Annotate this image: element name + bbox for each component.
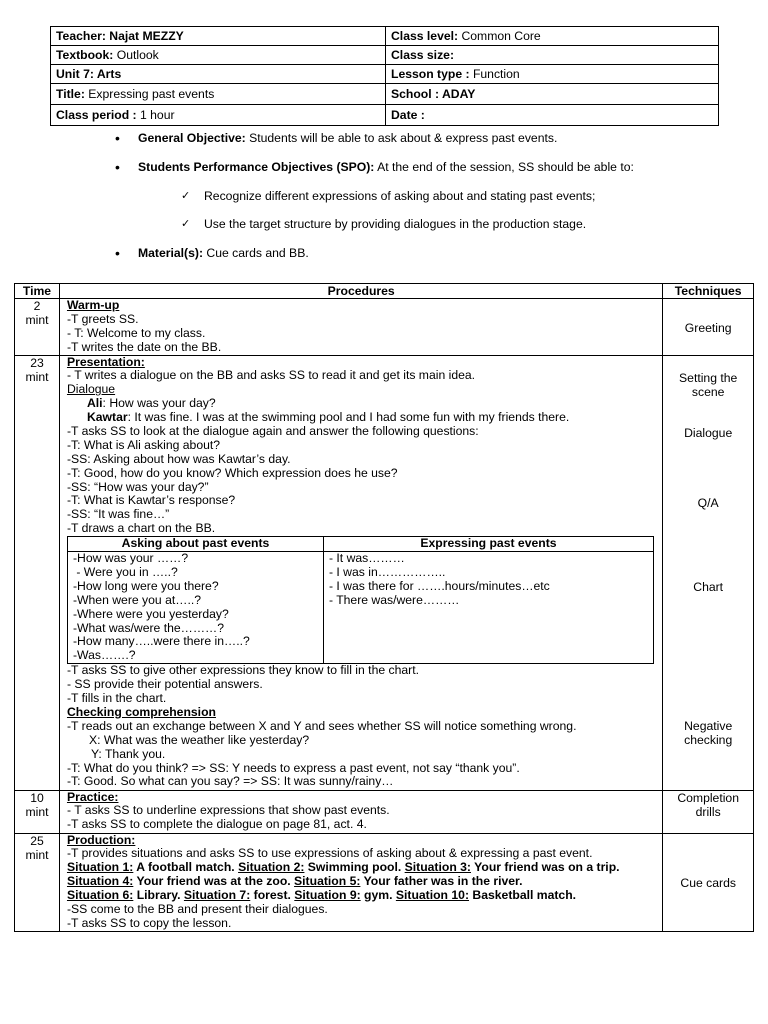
section-title: Practice: (66, 789, 119, 804)
technique-label: Greeting (684, 321, 732, 335)
chart-item: -Was…….? (72, 648, 136, 663)
production-technique (663, 833, 754, 931)
spo-objective (138, 160, 634, 174)
textbook-label: Textbook: (56, 47, 114, 62)
school-cell: School : ADAY (386, 84, 719, 105)
chart-item: -Where were you yesterday? (72, 606, 229, 621)
materials-text: Cue cards and BB. (206, 246, 309, 260)
general-objective-label: General Objective: (138, 131, 246, 145)
techniques-header: Techniques (663, 284, 754, 299)
technique-label: Negative checking (684, 718, 733, 747)
procedures-table (14, 283, 754, 932)
technique-label: Cue cards (680, 875, 736, 890)
procedure-line: -T writes the date on the BB. (66, 339, 222, 354)
chart-item: - Were you in …..? (72, 565, 178, 580)
spo-item: ✓ Use the target structure by providing dialogues in the production stage. (204, 217, 586, 231)
procedure-line: -T: Good. So what can you say? => SS: It was sunny/rainy… (66, 774, 394, 789)
chart-col2 (323, 552, 653, 664)
procedure-line: -T asks SS to look at the dialogue again and answer the following questions: (66, 424, 479, 439)
section-title: Warm-up (66, 298, 120, 312)
time-unit: mint (25, 847, 49, 862)
chart-item: - There was/were……… (328, 592, 460, 607)
class-period-cell (51, 105, 386, 126)
lesson-type-value: Function (472, 66, 520, 81)
procedure-line: -SS: “It was fine…” (66, 507, 170, 522)
materials (138, 246, 309, 260)
general-objective-text: Students will be able to ask about & express past events. (249, 131, 558, 145)
procedure-line: -T asks SS to copy the lesson. (66, 915, 232, 930)
speaker-ali: Ali (86, 396, 103, 411)
chart-col1-header: Asking about past events (67, 537, 323, 552)
presentation-time (15, 355, 60, 790)
chart-col1 (67, 552, 323, 664)
time-header: Time (15, 284, 60, 299)
warmup-technique (663, 299, 754, 356)
kawtar-text: : It was fine. I was at the swimming pool and I had some fun with my friends there. (127, 410, 570, 425)
section-title: Production: (66, 832, 136, 847)
procedure-line: -T: Good, how do you know? Which expression does he use? (66, 465, 398, 480)
textbook-cell (51, 46, 386, 65)
production-procedure (59, 833, 662, 931)
dialogue-line-kawtar (67, 411, 662, 425)
procedure-line: - T asks SS to underline expressions that show past events. (66, 803, 390, 818)
past-events-chart (67, 536, 654, 664)
warmup-time (15, 299, 60, 356)
textbook-value: Outlook (116, 47, 159, 62)
procedure-line: - T: Welcome to my class. (66, 325, 206, 340)
class-period-value: 1 hour (139, 107, 175, 122)
materials-label: Material(s): (138, 246, 204, 260)
exchange-line-x: X: What was the weather like yesterday? (88, 732, 310, 747)
time-unit: mint (25, 369, 49, 384)
situations-line: Situation 6: Library. Situation 7: forest. Situation 9: gym. Situation 10: Basketball match. (66, 888, 577, 903)
procedure-line: -SS: “How was your day?” (66, 479, 209, 494)
procedure-line: - T writes a dialogue on the BB and asks SS to read it and get its main idea. (66, 368, 476, 383)
practice-procedure (59, 790, 662, 833)
dialogue-line-ali (67, 397, 662, 411)
procedure-line: -T greets SS. (66, 311, 139, 326)
procedure-line: -T asks SS to complete the dialogue on page 81, act. 4. (66, 817, 367, 832)
situations-line: Situation 1: A football match. Situation 2: Swimming pool. Situation 3: Your friend was on a trip. (66, 860, 620, 875)
time-value: 23 (30, 355, 44, 370)
title-cell (51, 84, 386, 105)
spo-item: ✓ Recognize different expressions of asking about and stating past events; (204, 189, 595, 203)
technique-label: Q/A (697, 495, 719, 510)
procedure-line: -T: What is Ali asking about? (66, 437, 221, 452)
lesson-info-table (50, 26, 719, 126)
lesson-type-label: Lesson type : (391, 66, 470, 81)
procedure-line: -SS come to the BB and present their dialogues. (66, 902, 328, 917)
procedure-line: - SS provide their potential answers. (66, 677, 263, 692)
chart-col2-header: Expressing past events (323, 537, 653, 552)
dialogue-label: Dialogue (66, 382, 116, 397)
procedure-line: -T: What do you think? => SS: Y needs to express a past event, not say “thank you”. (66, 760, 520, 775)
checking-comprehension-title: Checking comprehension (66, 704, 216, 719)
spo-label: Students Performance Objectives (SPO): (138, 160, 375, 174)
chart-item: -How was your ……? (72, 551, 189, 566)
time-value: 2 (33, 299, 41, 313)
practice-technique (663, 790, 754, 833)
chart-item: -How long were you there? (72, 578, 219, 593)
technique-label: Completion drills (677, 790, 739, 819)
technique-label: Chart (693, 579, 724, 594)
presentation-techniques (663, 355, 754, 790)
section-title: Presentation: (66, 354, 145, 369)
chart-item: - It was……… (328, 551, 405, 566)
date-cell: Date : (386, 105, 719, 126)
chart-item: - I was in…………….. (328, 565, 446, 580)
procedures-header: Procedures (59, 284, 662, 299)
exchange-line-y: Y: Thank you. (90, 746, 166, 761)
chart-item: -What was/were the………? (72, 620, 225, 635)
class-period-label: Class period : (56, 107, 137, 122)
chart-item: -How many…..were there in…..? (72, 634, 250, 649)
title-label: Title: (56, 86, 85, 101)
class-level-label: Class level: (391, 28, 459, 43)
procedure-line: -T provides situations and asks SS to use expressions of asking about & expressing a past event. (66, 846, 593, 861)
procedure-line: -T draws a chart on the BB. (66, 521, 216, 536)
practice-time (15, 790, 60, 833)
time-unit: mint (25, 804, 49, 819)
production-time (15, 833, 60, 931)
unit-cell: Unit 7: Arts (51, 65, 386, 84)
warmup-procedure (59, 299, 662, 356)
time-unit: mint (25, 313, 49, 327)
procedure-line: -T asks SS to give other expressions they know to fill in the chart. (66, 663, 419, 678)
procedure-line: -T fills in the chart. (66, 691, 167, 706)
class-level-cell (386, 27, 719, 46)
lesson-type-cell (386, 65, 719, 84)
time-value: 10 (30, 790, 44, 805)
teacher-cell: Teacher: Najat MEZZY (51, 27, 386, 46)
spo-text: At the end of the session, SS should be able to: (377, 160, 634, 174)
ali-text: : How was your day? (102, 396, 216, 411)
time-value: 25 (30, 833, 44, 848)
procedure-line: -SS: Asking about how was Kawtar’s day. (66, 451, 291, 466)
situations-line: Situation 4: Your friend was at the zoo. Situation 5: Your father was in the river. (66, 874, 523, 889)
procedure-line: -T: What is Kawtar’s response? (66, 493, 236, 508)
presentation-procedure (59, 355, 662, 790)
general-objective (138, 131, 557, 145)
procedure-line: -T reads out an exchange between X and Y and sees whether SS will notice something wrong. (66, 718, 577, 733)
class-level-value: Common Core (461, 28, 541, 43)
class-size-cell: Class size: (386, 46, 719, 65)
title-value: Expressing past events (88, 86, 215, 101)
speaker-kawtar: Kawtar (86, 410, 128, 425)
technique-label: Setting the scene (679, 370, 738, 399)
chart-item: -When were you at…..? (72, 592, 201, 607)
technique-label: Dialogue (684, 425, 733, 440)
chart-item: - I was there for …….hours/minutes…etc (328, 578, 550, 593)
